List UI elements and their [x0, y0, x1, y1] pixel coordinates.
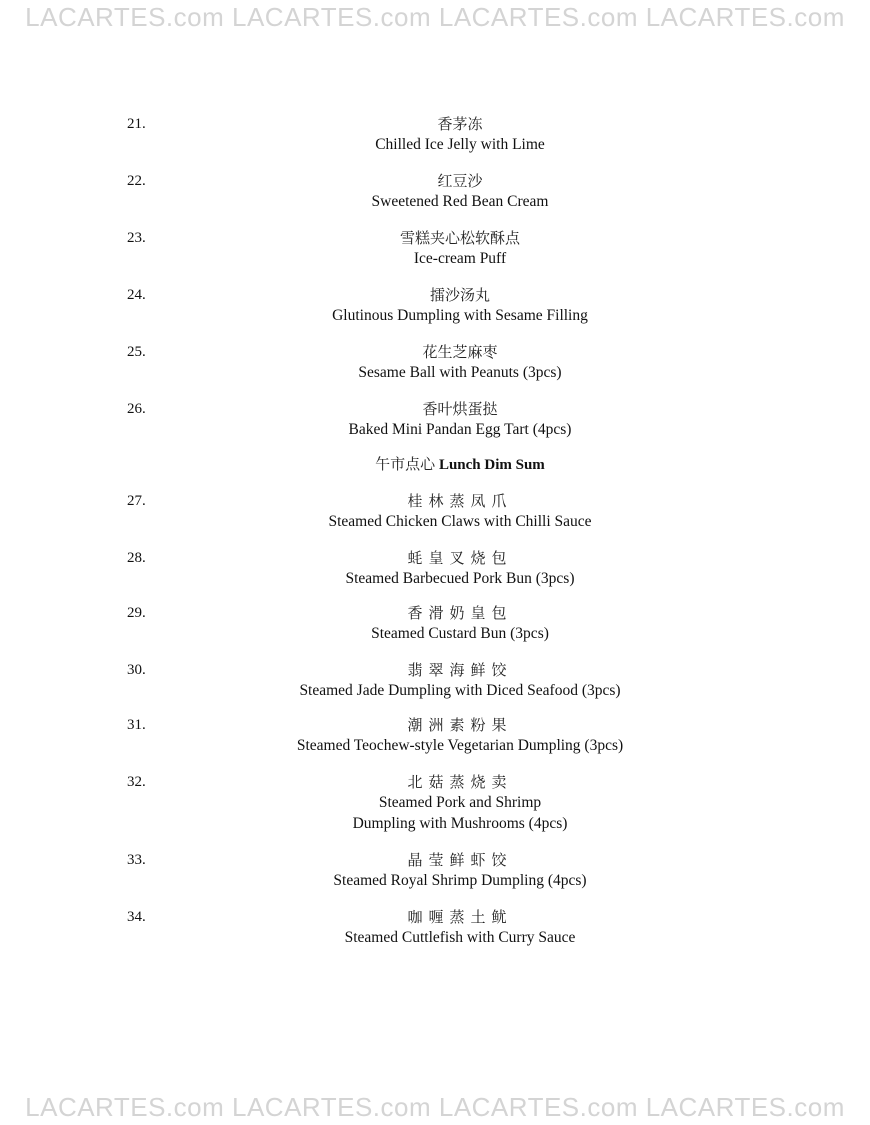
item-number: 28. — [127, 550, 146, 566]
item-english-name: Ice-cream Puff — [413, 250, 507, 267]
item-names — [200, 114, 720, 155]
item-chinese-name: 翡翠海鲜饺 — [407, 661, 513, 679]
item-number: 27. — [127, 493, 146, 509]
item-names — [200, 715, 720, 756]
item-number: 23. — [127, 230, 146, 246]
item-names — [200, 548, 720, 589]
section-english-title: Lunch Dim Sum — [438, 457, 545, 473]
item-number: 34. — [127, 909, 146, 925]
item-english-name: Steamed Jade Dumpling with Diced Seafood (3pcs) — [299, 682, 621, 699]
item-chinese-name: 红豆沙 — [437, 172, 483, 190]
item-chinese-name: 擂沙汤丸 — [429, 286, 490, 304]
item-names — [200, 399, 720, 440]
section-chinese-title: 午市点心 — [375, 455, 436, 473]
item-english-name: Steamed Chicken Claws with Chilli Sauce — [328, 513, 592, 530]
item-english-name: Steamed Pork and Shrimp — [378, 794, 542, 811]
item-names — [200, 171, 720, 212]
item-number: 21. — [127, 116, 146, 132]
item-number: 24. — [127, 287, 146, 303]
item-chinese-name: 晶莹鲜虾饺 — [407, 851, 513, 869]
item-number: 32. — [127, 774, 146, 790]
item-names — [200, 491, 720, 532]
section-heading — [200, 454, 720, 475]
item-chinese-name: 咖喱蒸土鱿 — [407, 908, 513, 926]
item-names — [200, 342, 720, 383]
item-number: 22. — [127, 173, 146, 189]
item-names — [200, 772, 720, 834]
item-names — [200, 660, 720, 701]
item-names — [200, 228, 720, 269]
item-chinese-name: 潮洲素粉果 — [407, 716, 513, 734]
item-english-name: Steamed Barbecued Pork Bun (3pcs) — [345, 570, 575, 587]
item-number: 25. — [127, 344, 146, 360]
item-number: 33. — [127, 852, 146, 868]
item-number: 26. — [127, 401, 146, 417]
item-number: 31. — [127, 717, 146, 733]
item-chinese-name: 蚝皇叉烧包 — [407, 549, 513, 567]
item-number: 29. — [127, 605, 146, 621]
item-english-name: Steamed Royal Shrimp Dumpling (4pcs) — [333, 872, 587, 889]
item-english-name: Steamed Cuttlefish with Curry Sauce — [344, 929, 576, 946]
item-names — [200, 850, 720, 891]
item-chinese-name: 香茅冻 — [437, 115, 483, 133]
item-names — [200, 285, 720, 326]
item-chinese-name: 北菇蒸烧卖 — [407, 773, 513, 791]
item-english-name: Glutinous Dumpling with Sesame Filling — [332, 307, 588, 324]
item-english-name: Sesame Ball with Peanuts (3pcs) — [358, 364, 562, 381]
item-chinese-name: 桂林蒸凤爪 — [407, 492, 513, 510]
watermark-top: LACARTES.com LACARTES.com LACARTES.com LACARTES.com — [25, 2, 845, 32]
item-english-name: Baked Mini Pandan Egg Tart (4pcs) — [348, 421, 572, 438]
item-names — [200, 603, 720, 644]
item-english-name: Chilled Ice Jelly with Lime — [375, 136, 545, 153]
item-chinese-name: 香叶烘蛋挞 — [422, 400, 498, 418]
item-chinese-name: 花生芝麻枣 — [422, 343, 498, 361]
item-number: 30. — [127, 662, 146, 678]
item-english-name: Steamed Custard Bun (3pcs) — [371, 625, 549, 642]
item-names — [200, 907, 720, 948]
item-english-name-line-2: Dumpling with Mushrooms (4pcs) — [352, 815, 568, 832]
item-chinese-name: 雪糕夹心松软酥点 — [399, 229, 520, 247]
item-english-name: Steamed Teochew-style Vegetarian Dumpling (3pcs) — [296, 737, 624, 754]
item-chinese-name: 香滑奶皇包 — [407, 604, 513, 622]
watermark-bottom: LACARTES.com LACARTES.com LACARTES.com LACARTES.com — [25, 1092, 845, 1122]
item-english-name: Sweetened Red Bean Cream — [371, 193, 549, 210]
